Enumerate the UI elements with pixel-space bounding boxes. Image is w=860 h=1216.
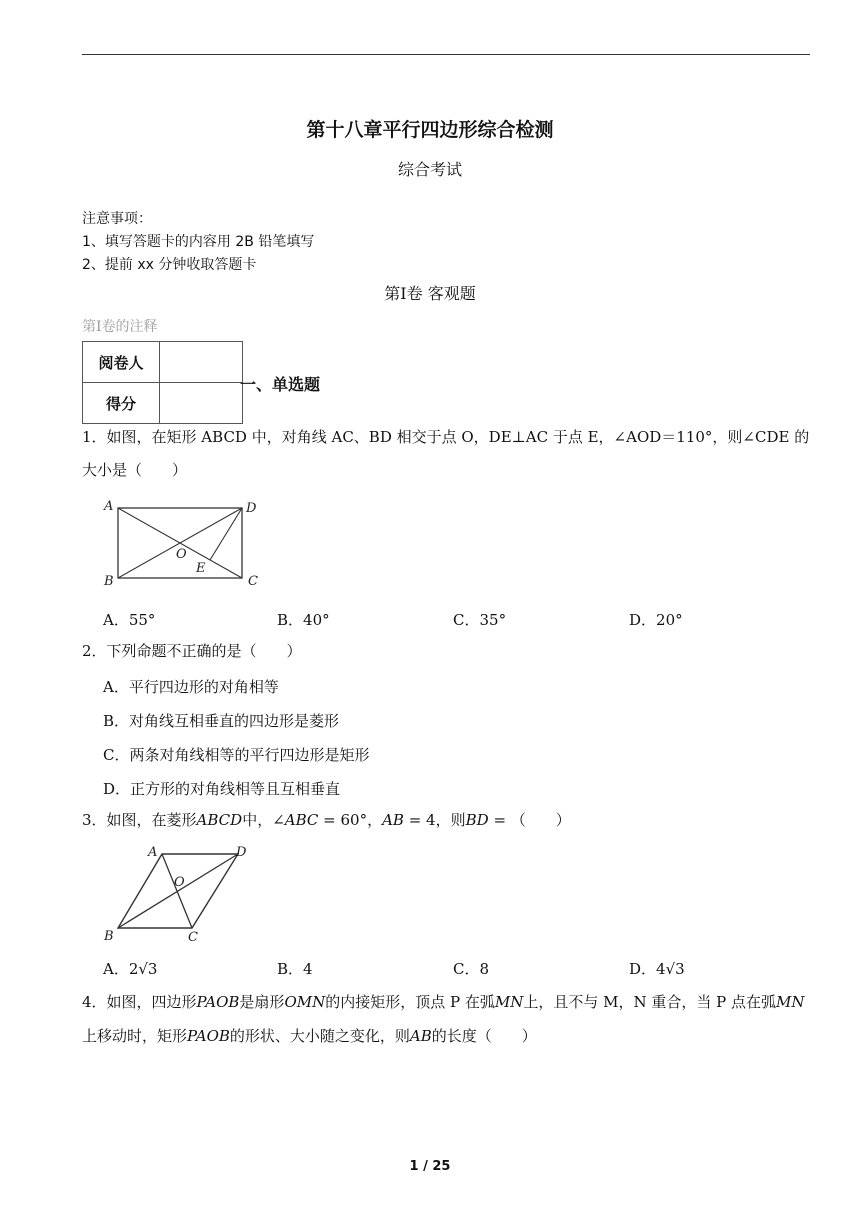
q3-suffix: = （ ） bbox=[488, 811, 571, 829]
question-2-option-c[interactable]: C．两条对角线相等的平行四边形是矩形 bbox=[103, 746, 370, 764]
question-1-line-2: 大小是（ ） bbox=[82, 461, 188, 479]
q4-math-paob: PAOB bbox=[196, 993, 240, 1011]
reviewer-label: 阅卷人 bbox=[83, 342, 160, 383]
q4-part-6: 的形状、大小随之变化，则 bbox=[229, 1027, 410, 1045]
q4-math-mn: MN bbox=[494, 993, 524, 1011]
figure-1-label-d: D bbox=[246, 501, 257, 516]
note-item-2: 2、提前 xx 分钟收取答题卡 bbox=[82, 257, 257, 273]
q3-prefix: 3．如图，在菱形 bbox=[82, 811, 197, 829]
q4-math-ab: AB bbox=[409, 1027, 432, 1045]
figure-1-label-o: O bbox=[176, 547, 187, 562]
q3-mid-3: = 4，则 bbox=[403, 811, 466, 829]
note-item-1: 1、填写答题卡的内容用 2B 铅笔填写 bbox=[82, 234, 315, 250]
question-1-option-b[interactable]: B．40° bbox=[277, 611, 330, 629]
score-table bbox=[82, 341, 243, 424]
page-title: 第十八章平行四边形综合检测 bbox=[306, 119, 554, 141]
q4-part-1: 4．如图，四边形 bbox=[82, 993, 197, 1011]
figure-1-label-b: B bbox=[104, 574, 114, 589]
q4-part-4: 上，且不与 M，N 重合，当 P 点在弧 bbox=[523, 993, 776, 1011]
q4-part-3: 的内接矩形，顶点 P 在弧 bbox=[325, 993, 495, 1011]
figure-3-label-o: O bbox=[174, 875, 185, 890]
question-1-option-c[interactable]: C．35° bbox=[453, 611, 507, 629]
section-title: 一、单选题 bbox=[240, 375, 321, 394]
question-2-option-a[interactable]: A．平行四边形的对角相等 bbox=[103, 678, 279, 696]
question-3-option-b[interactable]: B．4 bbox=[277, 960, 313, 978]
question-4-stem bbox=[82, 985, 812, 1053]
q3-math-abc: ABC bbox=[284, 811, 319, 829]
question-3-option-c[interactable]: C．8 bbox=[453, 960, 490, 978]
q3-math-abcd: ABCD bbox=[196, 811, 243, 829]
question-2-option-d[interactable]: D．正方形的对角线相等且互相垂直 bbox=[103, 780, 341, 798]
question-1-figure bbox=[100, 494, 270, 594]
question-2-stem: 2．下列命题不正确的是（ ） bbox=[82, 642, 302, 660]
figure-1-label-e: E bbox=[196, 561, 206, 576]
q3-math-ab: AB bbox=[382, 811, 404, 829]
question-3-stem bbox=[82, 805, 812, 836]
question-2-option-b[interactable]: B．对角线互相垂直的四边形是菱形 bbox=[103, 712, 340, 730]
page-subtitle: 综合考试 bbox=[397, 160, 462, 179]
q4-math-paob-2: PAOB bbox=[187, 1027, 230, 1045]
header-rule bbox=[82, 54, 810, 55]
volume-title: 第Ⅰ卷 客观题 bbox=[384, 284, 476, 303]
q3-mid-2: = 60°， bbox=[318, 811, 383, 829]
figure-3-label-d: D bbox=[236, 845, 247, 860]
question-3-option-a[interactable]: A．2√3 bbox=[103, 960, 158, 978]
q4-part-7: 的长度（ ） bbox=[431, 1027, 537, 1045]
figure-3-label-c: C bbox=[188, 930, 198, 945]
question-1-line-1: 1．如图，在矩形 ABCD 中，对角线 AC、BD 相交于点 O，DE⊥AC 于点 E，∠AOD＝110°，则∠CDE 的 bbox=[82, 428, 810, 446]
q4-part-5: 上移动时，矩形 bbox=[82, 1027, 188, 1045]
score-field[interactable] bbox=[160, 383, 243, 424]
volume-note: 第Ⅰ卷的注释 bbox=[82, 319, 158, 335]
reviewer-field[interactable] bbox=[160, 342, 243, 383]
figure-1-label-a: A bbox=[104, 499, 114, 514]
page-number: 1 / 25 bbox=[409, 1159, 451, 1174]
q4-math-mn-2: MN bbox=[776, 993, 805, 1011]
q3-math-bd: BD bbox=[465, 811, 489, 829]
question-3-figure bbox=[100, 840, 270, 948]
score-label: 得分 bbox=[83, 383, 160, 424]
question-1-option-d[interactable]: D．20° bbox=[629, 611, 683, 629]
figure-3-label-b: B bbox=[104, 929, 114, 944]
figure-1-label-c: C bbox=[248, 574, 258, 589]
q3-mid-1: 中，∠ bbox=[242, 811, 285, 829]
notes-heading: 注意事项： bbox=[82, 211, 152, 227]
q4-math-omn: OMN bbox=[284, 993, 326, 1011]
question-3-option-d[interactable]: D．4√3 bbox=[629, 960, 685, 978]
q4-part-2: 是扇形 bbox=[239, 993, 285, 1011]
figure-3-label-a: A bbox=[148, 845, 158, 860]
question-1-option-a[interactable]: A．55° bbox=[103, 611, 156, 629]
